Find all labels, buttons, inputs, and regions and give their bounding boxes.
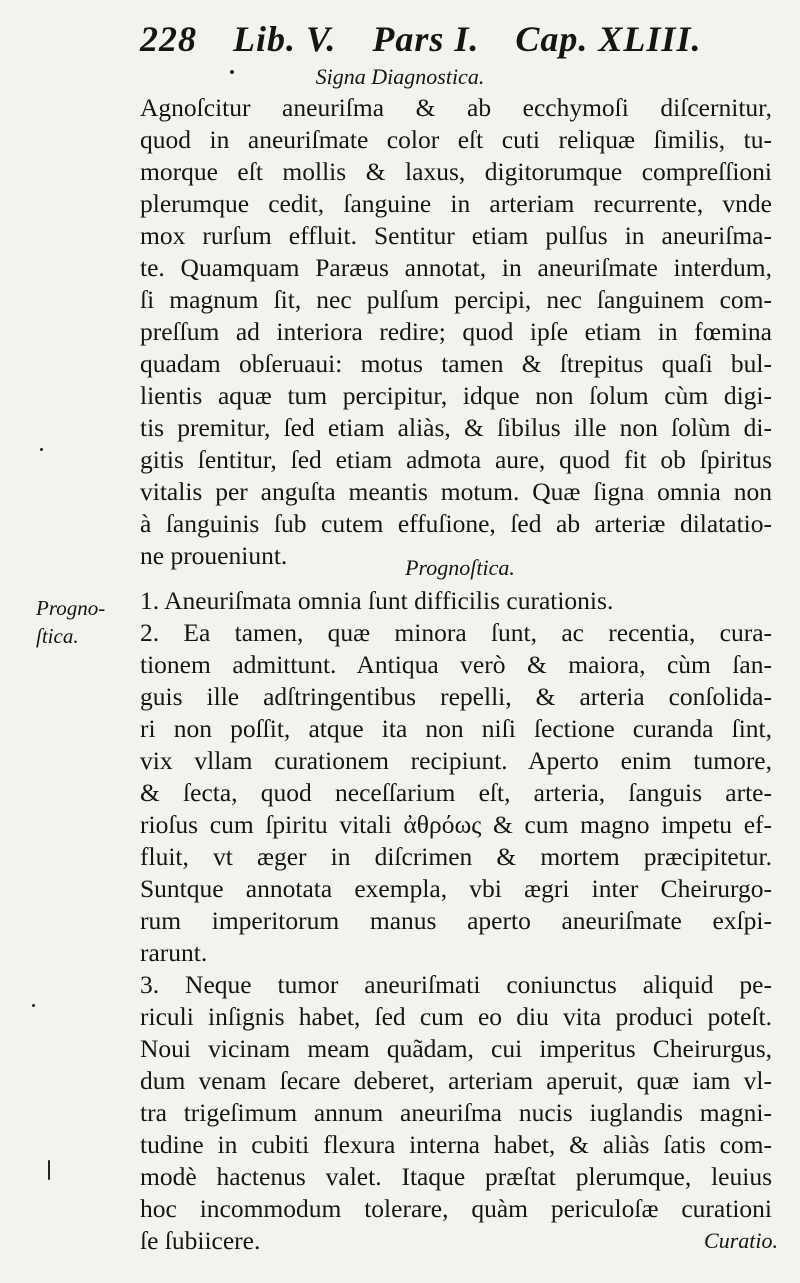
text-line: 2. Ea tamen, quæ minora ſunt, ac recentia, cura- [140, 618, 772, 647]
margin-note-line: Progno- [36, 596, 106, 620]
text-line: tionem admittunt. Antiqua verò & maiora, cùm ſan- [140, 650, 772, 679]
text-line: tra trigeſimum annum aneuriſma nucis iuglandis magni- [140, 1098, 772, 1127]
prognostica-heading: Prognoſtica. [405, 555, 515, 580]
text-line: Suntque annotata exempla, vbi ægri inter Cheirurgo- [140, 874, 772, 903]
text-line: rarunt. [140, 938, 208, 967]
text-line: modè hactenus valet. Itaque præſtat plerumque, leuius [140, 1162, 772, 1191]
text-line: hoc incommodum tolerare, quàm periculoſæ curationi [140, 1194, 772, 1223]
text-line: vix vllam curationem recipiunt. Aperto enim tumore, [140, 746, 772, 775]
text-line: ſi magnum ſit, nec pulſum percipi, nec ſanguinem com- [140, 285, 772, 314]
text-line: lientis aquæ tum percipitur, idque non ſolum cùm digi- [140, 381, 772, 410]
text-line: vitalis per anguſta meantis motum. Quæ ſigna omnia non [140, 477, 772, 506]
text-line: mox rurſum effluit. Sentitur etiam pulſus in aneuriſma- [140, 221, 772, 250]
text-line: quod in aneuriſmate color eſt cuti reliquæ ſimilis, tu- [140, 125, 772, 154]
text-line: rum imperitorum manus aperto aneuriſmate exſpi- [140, 906, 772, 935]
text-line: morque eſt mollis & laxus, digitorumque compreſſioni [140, 157, 772, 186]
text-line: preſſum ad interiora redire; quod ipſe etiam in fœmina [140, 317, 772, 346]
text-line: dum venam ſecare deberet, arteriam aperuit, quæ iam vl- [140, 1066, 772, 1095]
chapter-label: Cap. XLIII. [515, 19, 702, 59]
part-label: Pars I. [372, 19, 480, 59]
page-number: 228 [140, 19, 197, 59]
text-line: & ſecta, quod neceſſarium eſt, arteria, ſanguis arte- [140, 778, 772, 807]
text-line: plerumque cedit, ſanguine in arteriam recurrente, vnde [140, 189, 772, 218]
text-line: à ſanguinis ſub cutem effuſione, ſed ab arteriæ dilatatio- [140, 509, 772, 538]
running-head [140, 18, 700, 60]
text-line: riculi inſignis habet, ſed cum eo diu vita produci poteſt. [140, 1002, 772, 1031]
text-line: Agnoſcitur aneuriſma & ab ecchymoſi diſcernitur, [140, 93, 772, 122]
text-line: te. Quamquam Paræus annotat, in aneuriſmate interdum, [140, 253, 772, 282]
ink-speck [230, 70, 234, 74]
margin-note [36, 594, 105, 650]
text-line: 3. Neque tumor aneuriſmati coniunctus aliquid pe- [140, 970, 772, 999]
ink-speck [32, 1004, 35, 1007]
margin-note-line: ſtica. [36, 624, 79, 648]
prognostica-paragraphs [140, 585, 772, 1257]
text-line: fluit, vt æger in diſcrimen & mortem præcipitetur. [140, 842, 772, 871]
text-line: tudine in cubiti flexura interna habet, & aliàs ſatis com- [140, 1130, 772, 1159]
book-label: Lib. V. [233, 19, 337, 59]
text-line: ſe ſubiicere. [140, 1226, 261, 1255]
text-line: Noui vicinam meam quãdam, cui imperitus Cheirurgus, [140, 1034, 772, 1063]
text-line: guis ille adſtringentibus repelli, & arteria conſolida- [140, 682, 772, 711]
ink-speck [40, 448, 43, 451]
signa-paragraph [140, 92, 772, 572]
text-line: tis premitur, ſed etiam aliàs, & ſibilus ille non ſolùm di- [140, 413, 772, 442]
text-line: ri non poſſit, atque ita non niſi ſectione curanda ſint, [140, 714, 772, 743]
text-line: ne proueniunt. [140, 541, 288, 570]
text-line: quadam obſeruaui: motus tamen & ſtrepitus quaſi bul- [140, 349, 772, 378]
text-line: rioſus cum ſpiritu vitali ἀθρόως & cum magno impetu ef- [140, 810, 772, 839]
text-line: 1. Aneuriſmata omnia ſunt difficilis curationis. [140, 586, 614, 615]
text-line: gitis ſentitur, ſed etiam admota aure, quod fit ob ſpiritus [140, 445, 772, 474]
signa-heading: Signa Diagnostica. [315, 64, 485, 89]
ink-speck [48, 1160, 50, 1180]
catchword: Curatio. [704, 1228, 778, 1253]
